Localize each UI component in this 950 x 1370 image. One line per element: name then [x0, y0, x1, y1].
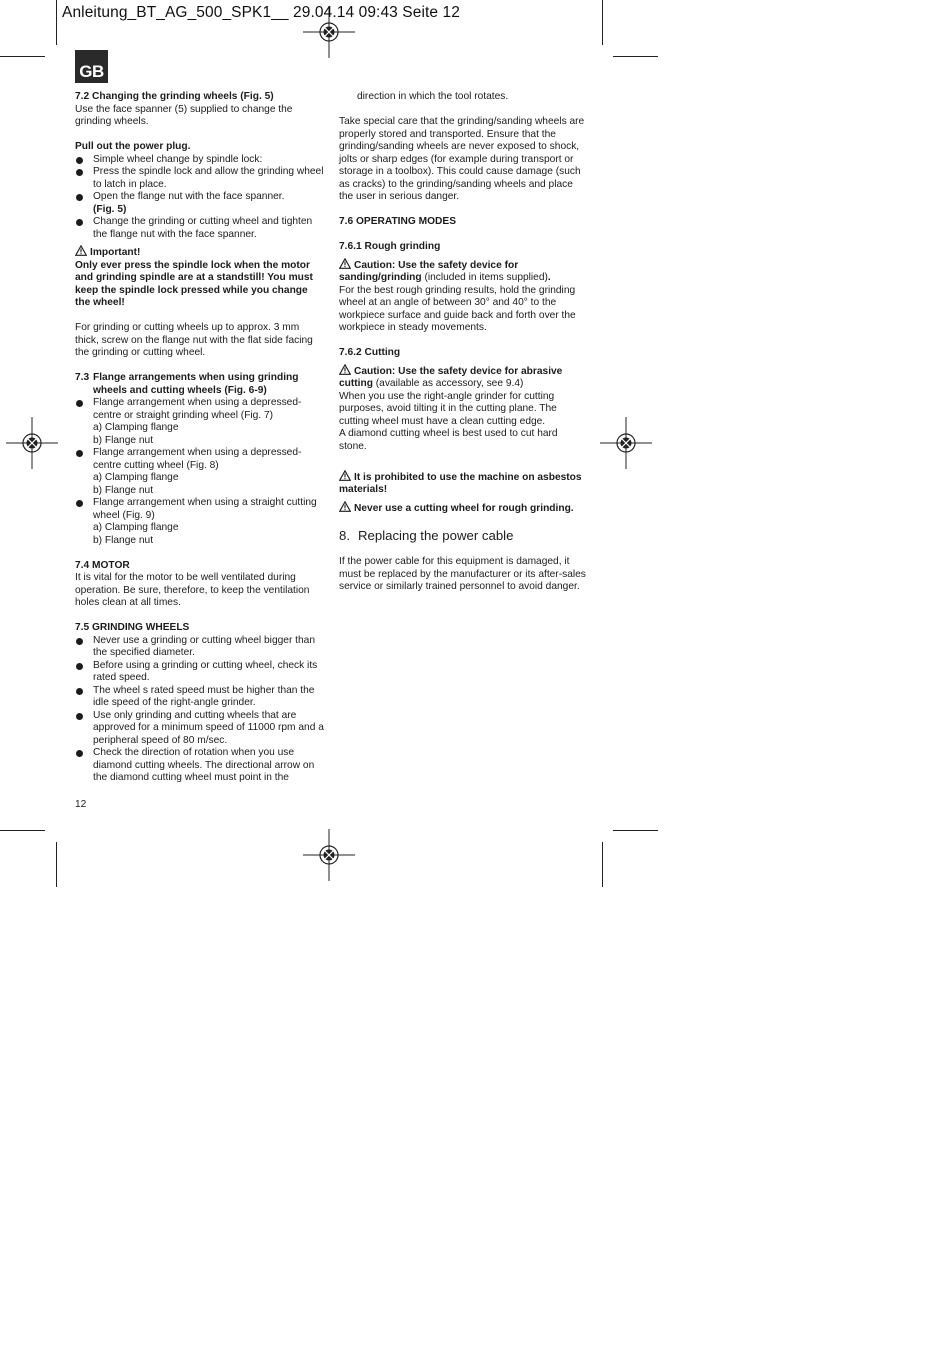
left-column: [75, 91, 325, 785]
important-heading: [75, 245, 325, 260]
registration-mark-icon: [6, 417, 58, 469]
crop-mark: [0, 830, 45, 831]
language-badge: GB: [75, 50, 108, 83]
section-7-2-title: 7.2 Changing the grinding wheels (Fig. 5): [75, 91, 274, 102]
caution-end: .: [547, 272, 551, 283]
warning-triangle-icon: [339, 470, 351, 481]
registration-mark-icon: [303, 829, 355, 881]
rough-grinding-caution: [339, 258, 587, 285]
section-8-text: If the power cable for this equipment is damaged, it must be replaced by the manufacturer or its after-sales service or similarly trained personnel to avoid danger.: [339, 556, 586, 592]
asbestos-warning: [339, 470, 587, 497]
list-item: Simple wheel change by spindle lock:: [75, 154, 325, 167]
right-column: [339, 91, 587, 594]
asbestos-text: It is prohibited to use the machine on asbestos materials!: [339, 471, 582, 495]
list-item: Press the spindle lock and allow the grinding wheel to latch in place.: [75, 166, 325, 191]
diamond-wheel-text: A diamond cutting wheel is best used to cut hard stone.: [339, 428, 558, 452]
sub-item: b) Flange nut: [93, 484, 154, 496]
cutting-text: When you use the right-angle grinder for cutting purposes, avoid tilting it in the cutting plane. The cutting wheel must have a clean cutting edge.: [339, 390, 557, 427]
rough-grinding-text: For the best rough grinding results, hold the grinding wheel at an angle of between 30° and 40° to the workpiece surface and guide back and forth over the workpiece in steady movements.: [339, 284, 576, 333]
rough-grinding-warning-text: Never use a cutting wheel for rough grinding.: [354, 502, 574, 514]
rough-grinding-warning: [339, 501, 587, 516]
sub-item: a) Clamping flange: [93, 472, 179, 483]
caution-bold: Caution: Use the safety device for abrasive cutting: [339, 365, 563, 389]
crop-mark: [613, 830, 658, 831]
list-item: The wheel s rated speed must be higher than the idle speed of the right-angle grinder.: [75, 685, 325, 710]
sub-item: b) Flange nut: [93, 434, 154, 446]
section-7-2-text: Use the face spanner (5) supplied to change the grinding wheels.: [75, 103, 293, 127]
pull-plug-instruction: Pull out the power plug.: [75, 141, 191, 152]
section-7-4-text: It is vital for the motor to be well ventilated during operation. Be sure, therefore, to keep the ventilation holes clean at all times.: [75, 572, 310, 608]
caution-note: (included in items supplied): [421, 272, 548, 283]
caution-note: (available as accessory, see 9.4): [372, 378, 524, 389]
crop-mark: [56, 0, 57, 45]
section-title-text: Flange arrangements when using grinding wheels and cutting wheels (Fig. 6-9): [93, 372, 299, 396]
list-item: Never use a grinding or cutting wheel bigger than the specified diameter.: [75, 635, 325, 660]
sub-item: a) Clamping flange: [93, 422, 179, 433]
warning-triangle-icon: [339, 364, 351, 375]
caution-bold: Caution: Use the safety device for sanding/grinding: [339, 259, 519, 283]
warning-triangle-icon: [339, 501, 351, 512]
figure-reference: (Fig. 5): [93, 203, 127, 215]
section-title-text: Replacing the power cable: [358, 527, 514, 543]
list-item: Check the direction of rotation when you use diamond cutting wheels. The directional arrow on the diamond cutting wheel must point in the: [75, 747, 325, 785]
list-item: Flange arrangement when using a depressed-centre or straight grinding wheel (Fig. 7): [75, 397, 325, 422]
cutting-caution: [339, 364, 587, 391]
registration-mark-icon: [600, 417, 652, 469]
list-item: Change the grinding or cutting wheel and tighten the flange nut with the face spanner.: [75, 216, 325, 241]
important-label: Important!: [90, 247, 141, 258]
crop-mark: [613, 56, 658, 57]
continuation-text: direction in which the tool rotates.: [357, 91, 509, 102]
list-item: Use only grinding and cutting wheels that are approved for a minimum speed of 11000 rpm and a peripheral speed of 80 m/sec.: [75, 710, 325, 748]
crop-mark: [56, 842, 57, 887]
important-text: Only ever press the spindle lock when the motor and grinding spindle are at a standstill! You must keep the spindle lock pressed while you change the wheel!: [75, 259, 313, 308]
page-number: 12: [75, 799, 87, 810]
list-item: Flange arrangement when using a straight cutting wheel (Fig. 9): [75, 497, 325, 522]
section-7-6-2-title: 7.6.2 Cutting: [339, 347, 401, 358]
warning-triangle-icon: [339, 258, 351, 269]
crop-mark: [0, 56, 45, 57]
section-8-title: [339, 528, 587, 544]
thin-wheels-text: For grinding or cutting wheels up to approx. 3 mm thick, screw on the flange nut with the flat side facing the grinding or cutting wheel.: [75, 322, 313, 358]
crop-mark: [602, 0, 603, 45]
section-7-3-title: [75, 372, 325, 397]
section-number: 8.: [339, 527, 350, 543]
storage-text: Take special care that the grinding/sanding wheels are properly stored and transported. Ensure that the grinding/sanding wheels are never exposed to shock, jolts or sharp edges (for example during transport or storage in a toolbox). This could cause damage (such as cracks) to the grinding/sanding wheels and place the user in serious danger.: [339, 116, 585, 202]
section-7-6-1-title: 7.6.1 Rough grinding: [339, 241, 441, 252]
section-7-4-title: 7.4 MOTOR: [75, 559, 130, 571]
section-number: 7.3: [75, 372, 90, 383]
print-slug: Anleitung_BT_AG_500_SPK1__ 29.04.14 09:43 Seite 12: [62, 4, 460, 21]
crop-mark: [602, 842, 603, 887]
sub-item: a) Clamping flange: [93, 522, 179, 533]
list-item: Before using a grinding or cutting wheel, check its rated speed.: [75, 660, 325, 685]
sub-item: b) Flange nut: [93, 534, 154, 546]
section-7-5-title: 7.5 GRINDING WHEELS: [75, 622, 190, 633]
list-item: Flange arrangement when using a depressed-centre cutting wheel (Fig. 8): [75, 447, 325, 472]
section-7-6-title: 7.6 OPERATING MODES: [339, 216, 456, 227]
list-item: Open the flange nut with the face spanner.: [75, 191, 325, 204]
warning-triangle-icon: [75, 245, 87, 256]
